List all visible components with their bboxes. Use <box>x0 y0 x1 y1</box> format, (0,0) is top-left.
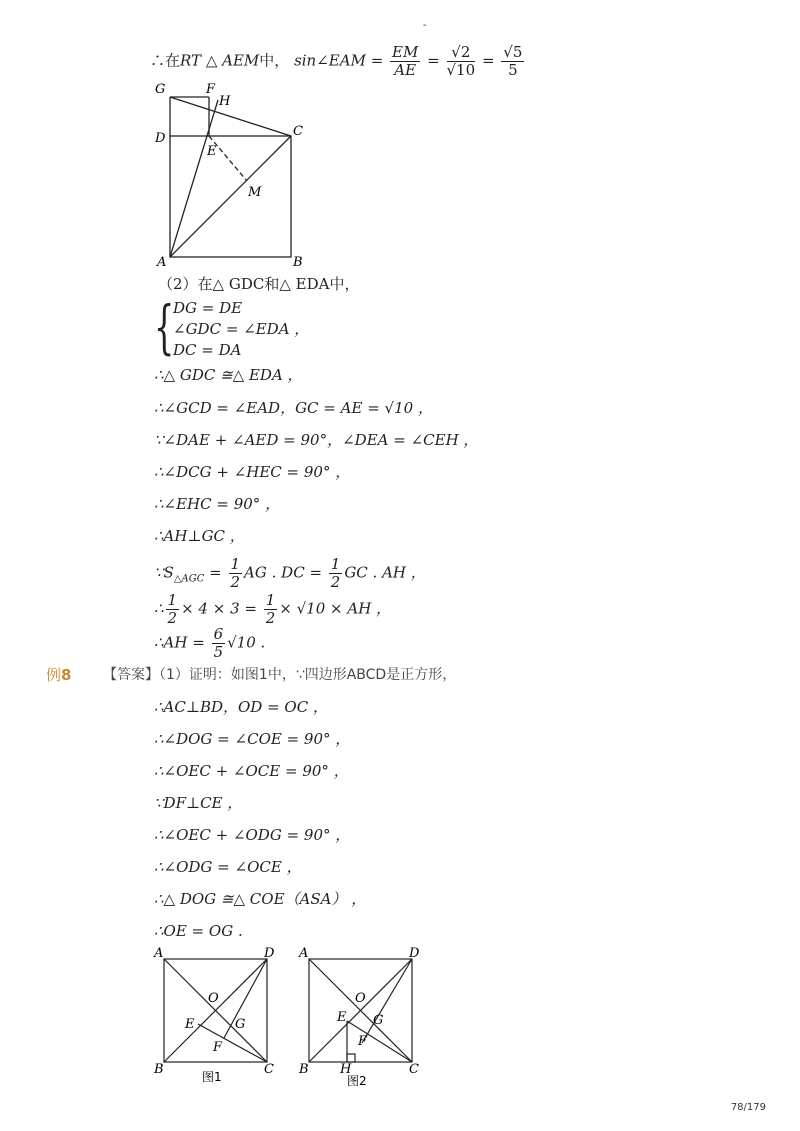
label-a: A <box>299 946 309 961</box>
geometry-figure-1 <box>150 945 280 1090</box>
text: = <box>204 563 227 582</box>
example-label <box>46 664 71 685</box>
label-c: C <box>264 1062 274 1077</box>
label-b: B <box>154 1062 164 1077</box>
label-h: H <box>219 94 231 109</box>
line-ac-perp-bd: ∴AC⊥BD，OD = OC ， <box>154 698 328 716</box>
text: ∵S <box>154 563 174 582</box>
numerator: 1 <box>167 591 178 609</box>
line-oec-oce: ∴∠OEC + ∠OCE = 90° ， <box>154 762 349 780</box>
numerator: 1 <box>265 591 276 609</box>
label-b: B <box>299 1062 309 1077</box>
label-g: G <box>155 82 166 97</box>
fraction-em-ae <box>390 44 420 79</box>
line-dog-coe: ∴∠DOG = ∠COE = 90° ， <box>154 730 351 748</box>
label-o: O <box>355 991 366 1006</box>
line-dcg-hec: ∴∠DCG + ∠HEC = 90° ， <box>154 463 351 481</box>
label-e: E <box>337 1010 347 1025</box>
denominator: 2 <box>230 573 241 591</box>
label-b: B <box>293 255 303 270</box>
text: √10 . <box>227 633 266 652</box>
numerator: 1 <box>330 555 341 573</box>
fraction-sqrt5-5 <box>501 44 524 79</box>
label-a: A <box>154 946 164 961</box>
text: ∴ <box>154 599 164 618</box>
label-a: A <box>157 255 167 270</box>
line-odg-oce: ∴∠ODG = ∠OCE ， <box>154 858 302 876</box>
denominator: AE <box>394 61 417 79</box>
label-c: C <box>409 1062 419 1077</box>
numerator: 1 <box>230 555 241 573</box>
label-d: D <box>155 131 166 146</box>
caption-fig1: 图1 <box>202 1070 222 1084</box>
text: ∴AH = <box>154 633 210 652</box>
label-c: C <box>293 124 303 139</box>
example-label-num: 8 <box>61 666 72 684</box>
page-number: 78/179 <box>730 1102 766 1113</box>
denominator: 5 <box>508 61 518 79</box>
math-text: sin∠EAM = <box>294 51 384 70</box>
line-dae-aed: ∵∠DAE + ∠AED = 90°，∠DEA = ∠CEH ， <box>154 431 479 449</box>
geometry-figure-square <box>150 80 315 270</box>
label-g: G <box>373 1013 384 1028</box>
text: ∴在 <box>150 51 181 70</box>
label-e: E <box>207 144 217 159</box>
line-dc-da: DC = DA <box>173 341 242 359</box>
line-dog-congruent: ∴△ DOG ≅△ COE（ASA） ， <box>154 890 367 908</box>
line-sin-eam: ∴在RT △ AEM中， sin∠EAM = $\frac{EM}{AE}$ = $\frac{√2}{√10}$ = $\frac{√5}{5}$ <box>150 43 523 79</box>
label-o: O <box>208 991 219 1006</box>
numerator: 6 <box>213 625 224 643</box>
text: × 4 × 3 = <box>181 599 262 618</box>
fraction-half <box>229 556 243 591</box>
geometry-figure-2 <box>295 945 425 1090</box>
text: AG . DC = <box>244 563 327 582</box>
label-f: F <box>358 1034 368 1049</box>
line-ah-perp-gc: ∴AH⊥GC ， <box>154 527 245 545</box>
line-area-agc <box>154 556 426 591</box>
denominator: 2 <box>265 609 276 627</box>
fraction-half <box>329 556 343 591</box>
example-label-cn: 例 <box>46 666 62 684</box>
header-mark: - <box>423 20 427 31</box>
label-e: E <box>185 1017 195 1032</box>
fraction-half <box>264 592 278 627</box>
line-oe-og: ∴OE = OG . <box>154 922 243 940</box>
line-dg-de: DG = DE <box>173 299 243 317</box>
denominator: 2 <box>330 573 341 591</box>
numerator: √5 <box>503 43 523 61</box>
label-h: H <box>340 1062 352 1077</box>
denominator: √10 <box>446 61 476 79</box>
label-m: M <box>248 185 262 200</box>
line-congruent: ∴△ GDC ≅△ EDA ， <box>154 366 303 384</box>
label-f: F <box>206 82 216 97</box>
line-df-perp-ce: ∵DF⊥CE ， <box>154 794 243 812</box>
numerator: EM <box>392 43 419 61</box>
fraction-sqrt2-sqrt10 <box>447 44 476 79</box>
denominator: 2 <box>167 609 178 627</box>
answer-line: 【答案】（1）证明：如图1中，∵四边形ABCD是正方形， <box>103 667 457 683</box>
numerator: √2 <box>447 44 476 62</box>
brace: { <box>154 293 175 361</box>
label-g: G <box>235 1017 246 1032</box>
line-ah-result <box>154 626 265 661</box>
fraction-six-fifths <box>212 626 226 661</box>
line-area-calc <box>154 592 391 627</box>
line-gc-ae: ∴∠GCD = ∠EAD，GC = AE = √10 ， <box>154 399 433 417</box>
label-d: D <box>264 946 275 961</box>
subscript: △AGC <box>173 573 205 585</box>
text: GC . AH ， <box>344 563 426 582</box>
line-ehc: ∴∠EHC = 90° ， <box>154 495 281 513</box>
caption-fig2: 图2 <box>347 1074 367 1088</box>
label-d: D <box>409 946 420 961</box>
line-angle-gdc-eda: ∠GDC = ∠EDA ， <box>173 320 310 338</box>
line-oec-odg: ∴∠OEC + ∠ODG = 90° ， <box>154 826 351 844</box>
text: × √10 × AH ， <box>279 599 392 618</box>
fraction-half <box>166 592 180 627</box>
text: 中， <box>259 51 290 70</box>
denominator: 5 <box>213 643 224 661</box>
label-f: F <box>213 1040 223 1055</box>
math-text: RT △ AEM <box>180 51 260 70</box>
line-part2-intro: （2）在△ GDC和△ EDA中， <box>158 275 360 293</box>
